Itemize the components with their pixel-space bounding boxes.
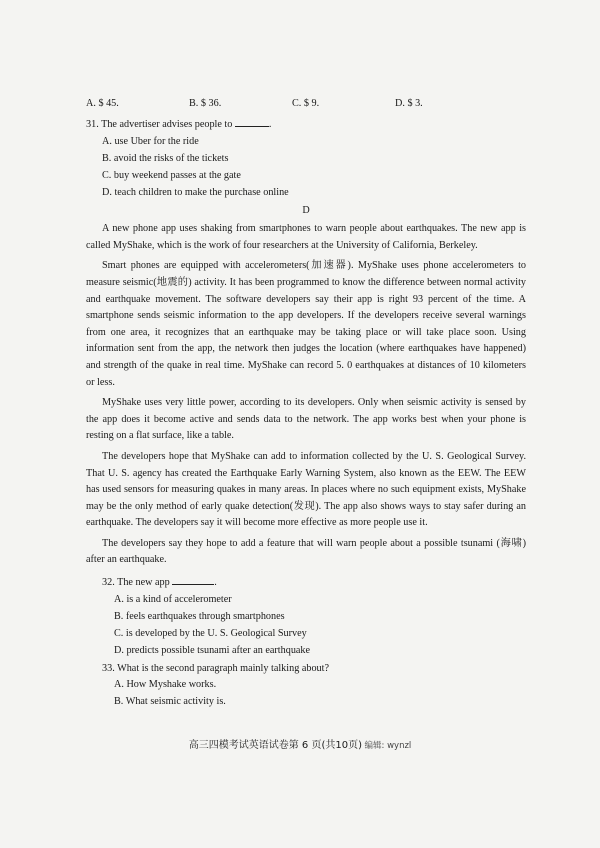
q32-stem: 32. The new app xyxy=(102,577,170,589)
footer-title: 高三四模考试英语试卷第 6 页(共10页) xyxy=(188,740,362,751)
q31-option-d: D. teach children to make the purchase online xyxy=(102,186,289,198)
q33-option-a: A. How Myshake works. xyxy=(114,679,217,691)
q32-option-b: B. feels earthquakes through smartphones xyxy=(114,610,285,622)
passage-paragraph-5: The developers say they hope to add a feature that will warn people about a possible tsunami (海啸) after an earthquake. xyxy=(86,537,526,566)
q33-option-b: B. What seismic activity is. xyxy=(114,696,226,708)
page-content xyxy=(86,96,526,711)
section-heading: D xyxy=(302,204,310,216)
q32-option-c: C. is developed by the U. S. Geological Survey xyxy=(114,627,307,639)
question-32 xyxy=(86,573,526,592)
question-33: 33. What is the second paragraph mainly talking about? xyxy=(102,662,329,674)
q31-option-b: B. avoid the risks of the tickets xyxy=(102,152,229,164)
footer-editor: 编辑: wynzl xyxy=(364,741,412,751)
passage-paragraph-1: A new phone app uses shaking from smartphones to warn people about earthquakes. The new app is called MyShake, which is the work of four researchers at the University of California, Berkeley. xyxy=(86,223,526,251)
q31-option-a: A. use Uber for the ride xyxy=(102,135,199,147)
q32-option-d: D. predicts possible tsunami after an earthquake xyxy=(114,644,311,656)
page-footer xyxy=(0,736,600,751)
passage-paragraph-2: Smart phones are equipped with accelerometers(加速器). MyShake uses phone accelerometers to measure seismic(地震的) activity. It has been programmed to know the difference between normal activity and earthquake movement. The software developers say their app is right 93 percent of the time. A smartphone sends seismic information to the app developers. If the developers receive several warnings from one area, it recognizes that an earthquake may be taking place or will take place soon. Using information sent from the app, the network then judges the location (where earthquakes have happened) and strength of the quake in real time. MyShake can record 5. 0 earthquakes at distances of 10 kilometers or less. xyxy=(86,260,526,388)
q31-blank xyxy=(235,115,269,127)
question-31 xyxy=(86,115,526,134)
q31-option-c: C. buy weekend passes at the gate xyxy=(102,169,241,181)
q30-option-d: D. $ 3. xyxy=(395,98,423,109)
q32-blank xyxy=(172,573,214,585)
q30-option-b: B. $ 36. xyxy=(189,98,222,109)
q30-options xyxy=(86,96,526,114)
q32-option-a: A. is a kind of accelerometer xyxy=(114,593,232,605)
q31-stem: 31. The advertiser advises people to xyxy=(86,119,233,130)
q32-stem-end: . xyxy=(214,577,217,589)
passage-paragraph-4: The developers hope that MyShake can add to information collected by the U. S. Geological Survey. That U. S. agency has created the Earthquake Early Warning System, also known as the EEW. The EEW has used sensors for measuring quakes in many areas. In places where no such equipment exists, MyShake may be the only method of early quake detection(发现). The app also shows ways to stay safer during an earthquake. The developers say it will become more effective as more people use it. xyxy=(86,450,526,529)
q31-stem-end: . xyxy=(268,119,272,130)
passage-paragraph-3: MyShake uses very little power, according to its developers. Only when seismic activity is sensed by the app does it become active and sends data to the network. The app works best when your phone is resting on a flat surface, like a table. xyxy=(86,397,526,442)
q30-option-a: A. $ 45. xyxy=(86,98,119,109)
q30-option-c: C. $ 9. xyxy=(292,98,320,109)
